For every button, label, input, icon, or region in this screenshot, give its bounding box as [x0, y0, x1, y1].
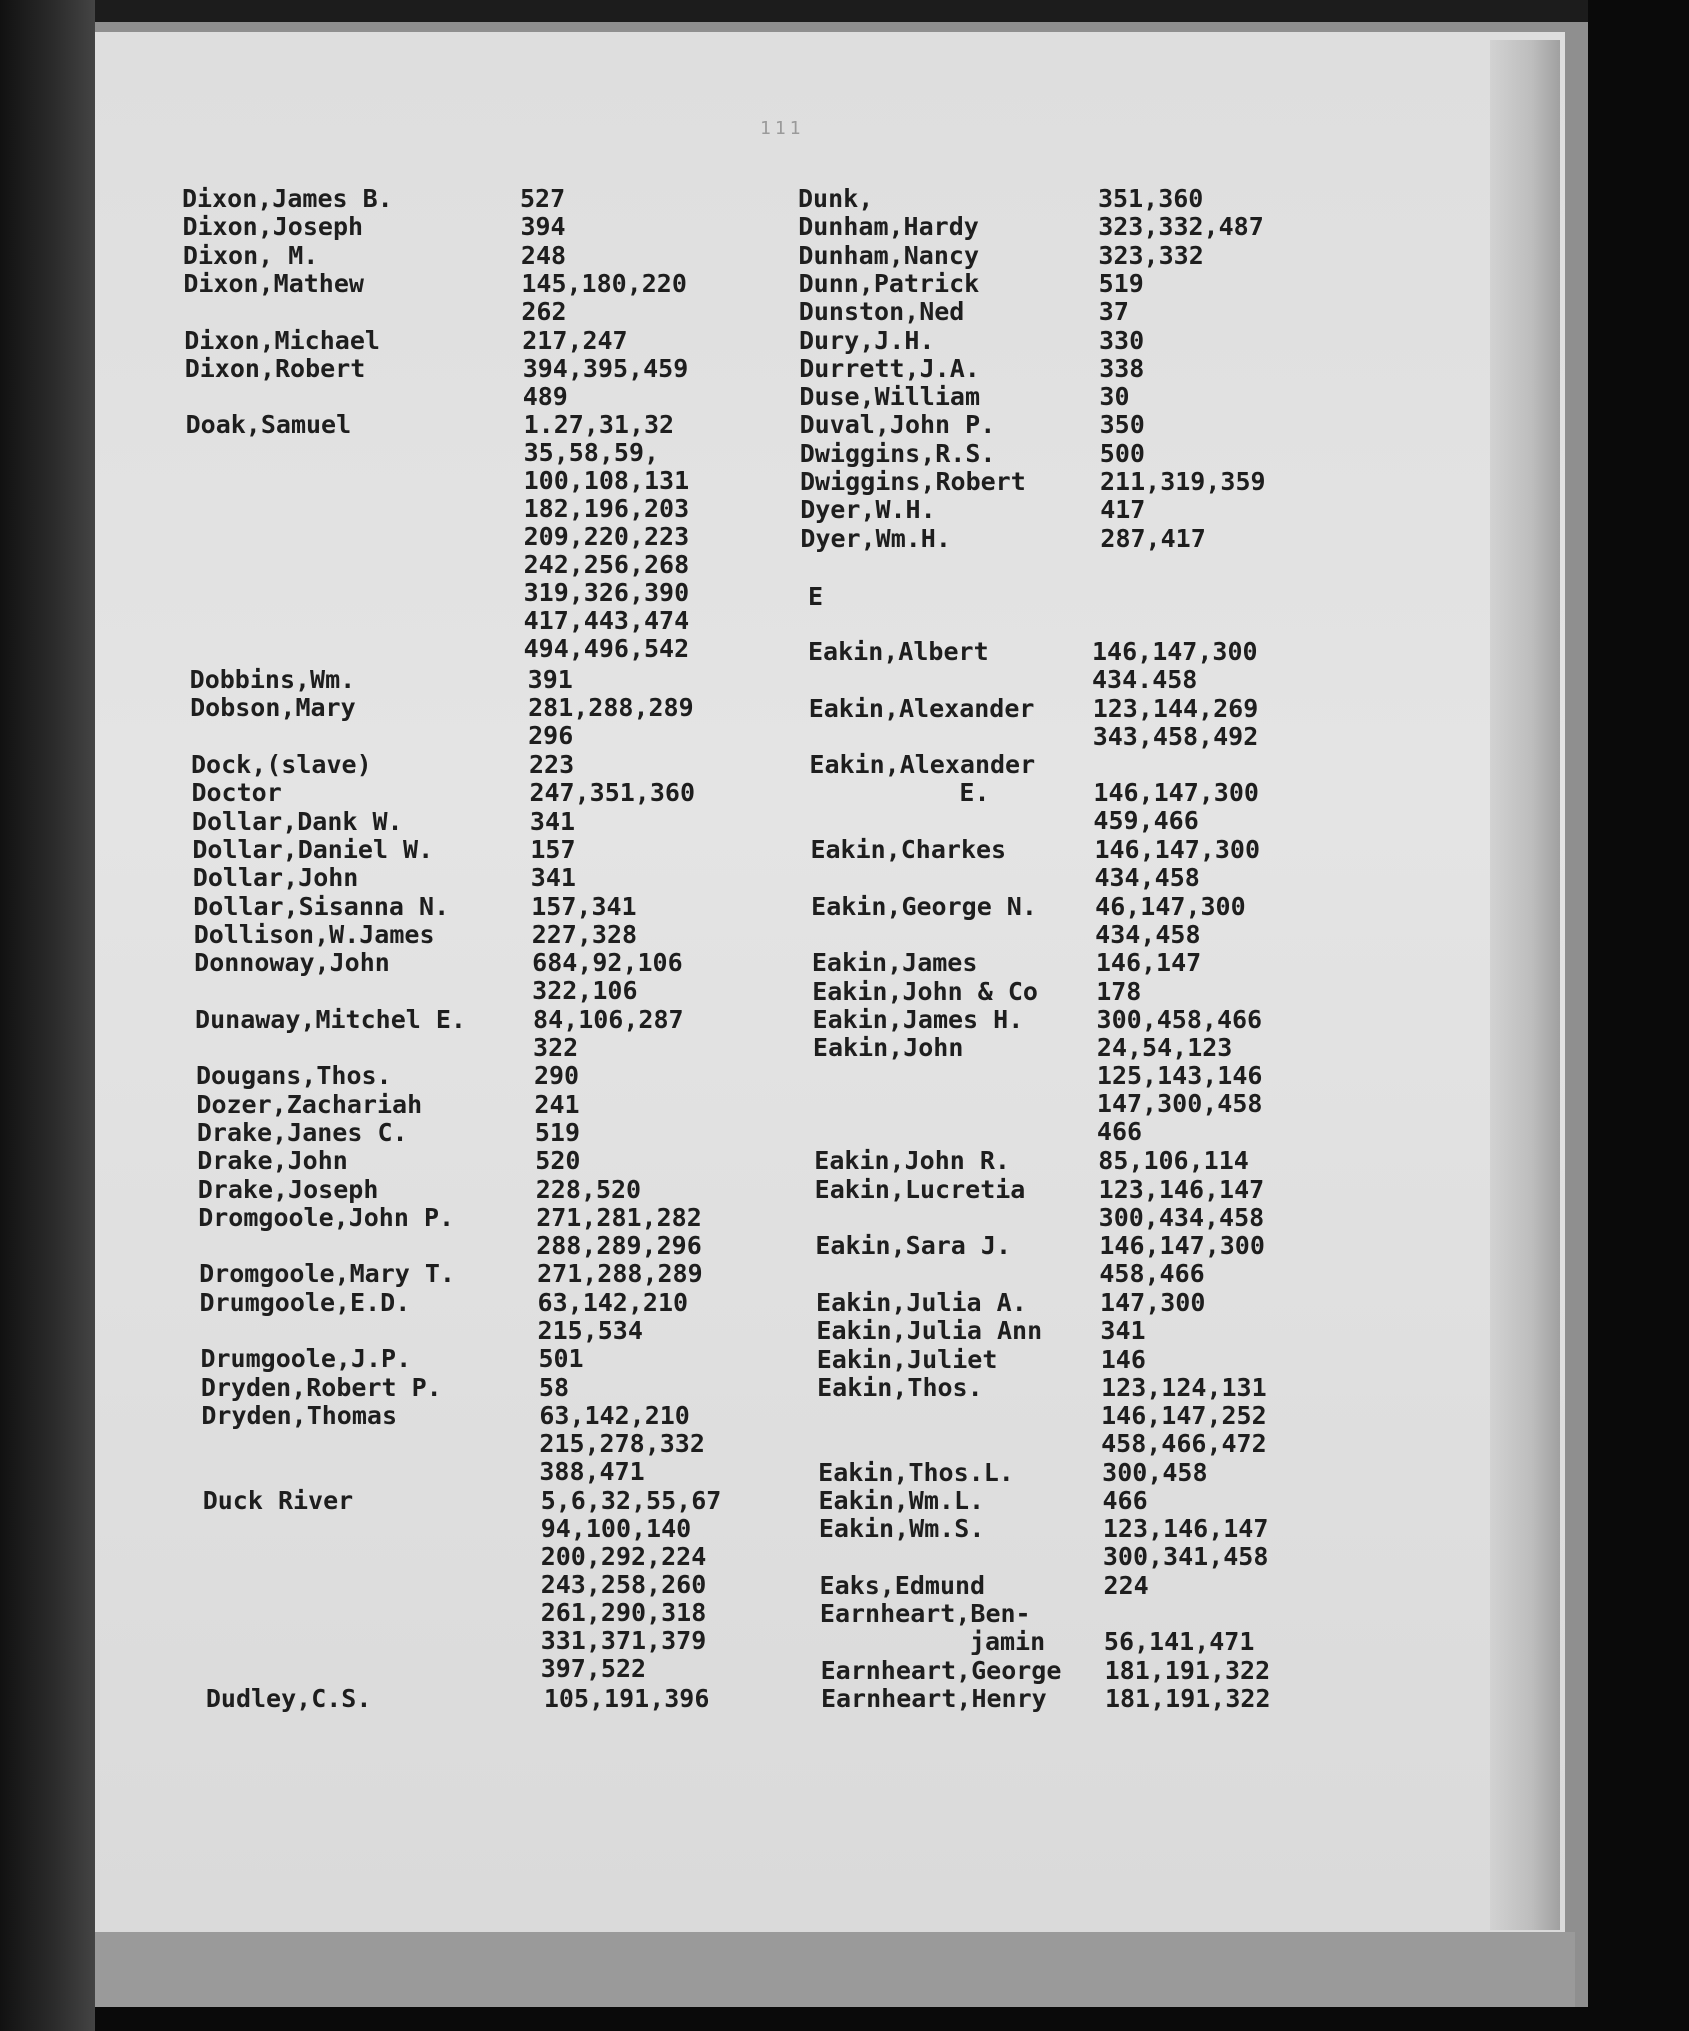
- page-ref-line: 330: [1099, 325, 1145, 355]
- entry-pages: [1096, 949, 1201, 977]
- entry-pages: [521, 242, 566, 270]
- entry-pages: [532, 921, 637, 949]
- page-ref-line: 30: [1099, 382, 1130, 412]
- entry-name: Durrett,J.A.: [799, 353, 980, 383]
- page-ref-line: 323,332: [1098, 240, 1204, 270]
- page-ref-line: 147,300: [1100, 1287, 1206, 1317]
- page-ref-line: 145,180,220: [521, 268, 687, 298]
- page-ref-line: 146,147,252: [1101, 1400, 1267, 1430]
- page-ref-line: 215,534: [537, 1315, 643, 1345]
- page-ref-line: 351,360: [1098, 184, 1204, 213]
- entry-pages: [1099, 1176, 1265, 1232]
- entry-pages: [1096, 978, 1141, 1006]
- page-ref-line: 466: [1096, 1117, 1143, 1147]
- page-ref-line: 146,147,300: [1093, 778, 1259, 808]
- page-ref-line: 146,147: [1095, 948, 1202, 978]
- page-edge: [1490, 40, 1560, 1930]
- entry-name-continued: jamin: [969, 1627, 1046, 1657]
- page-ref-line: 123,124,131: [1101, 1372, 1267, 1402]
- entry-pages: [1100, 1317, 1145, 1345]
- entry-pages: [529, 751, 574, 779]
- entry-name: Doak,Samuel: [185, 410, 352, 440]
- entry-name: Dollar,John: [192, 863, 359, 893]
- entry-name: Dobbins,Wm.: [189, 665, 356, 695]
- page-ref-line: 501: [538, 1344, 584, 1374]
- entry-pages: [531, 893, 636, 921]
- entry-pages: [528, 666, 573, 694]
- bottom-strip: [95, 1932, 1575, 2007]
- entry-name: Dixon,Robert: [184, 353, 366, 383]
- entry-name: Eakin,Albert: [808, 637, 989, 666]
- entry-name: Dunaway,Mitchel E.: [195, 1004, 466, 1034]
- entry-pages: [541, 1487, 722, 1683]
- entry-name: Eakin,Thos.: [817, 1372, 983, 1402]
- page-ref-line: 394: [520, 212, 566, 242]
- entry-name: Dromgoole,John P.: [198, 1202, 455, 1232]
- page-ref-line: 331,371,379: [540, 1625, 707, 1655]
- entry-name: Eakin,Thos.L.: [818, 1457, 1014, 1487]
- page-ref-line: 341: [1100, 1316, 1146, 1346]
- page-ref-line: 300,341,458: [1102, 1542, 1269, 1572]
- entry-pages: [534, 1062, 579, 1090]
- entry-name: Dollar,Daniel W.: [192, 834, 434, 864]
- entry-name: Eakin,George N.: [811, 891, 1037, 921]
- entry-name: Eakin,John & Co: [812, 976, 1038, 1006]
- page-ref-line: 338: [1099, 353, 1145, 383]
- page-ref-line: 241: [534, 1089, 580, 1119]
- page-ref-line: 458,466: [1099, 1259, 1205, 1289]
- entry-name: Drake,Joseph: [197, 1174, 379, 1204]
- page-ref-line: 84,106,287: [533, 1004, 684, 1034]
- entry-name: Dwiggins,Robert: [800, 467, 1026, 496]
- page-ref-line: 56,141,471: [1103, 1627, 1255, 1657]
- page-ref-line: 37: [1098, 297, 1129, 327]
- page-ref-line: 35,58,59,: [523, 438, 660, 468]
- entry-pages: [1098, 1147, 1249, 1175]
- entry-name: Drake,Janes C.: [196, 1117, 408, 1147]
- page-ref-line: 319,326,390: [523, 578, 690, 608]
- page-ref-line: 224: [1103, 1570, 1149, 1600]
- page-ref-line: 300,458,466: [1096, 1004, 1263, 1034]
- page-ref-line: 157,341: [531, 891, 637, 921]
- entry-pages: [1100, 411, 1145, 439]
- entry-name: Eakin,Julia Ann: [816, 1316, 1043, 1346]
- page-ref-line: 200,292,224: [540, 1541, 707, 1571]
- page-ref-line: 519: [1098, 268, 1144, 298]
- page-ref-line: 394,395,459: [522, 353, 689, 383]
- page-ref-line: 281,288,289: [528, 693, 694, 723]
- entry-pages: [534, 1091, 579, 1119]
- entry-name: Eakin,Alexander: [808, 693, 1035, 723]
- entry-pages: [1095, 893, 1246, 949]
- entry-name: Duse,William: [799, 382, 981, 412]
- entry-name: Dyer,Wm.H.: [800, 523, 951, 553]
- entry-pages: [1104, 1628, 1255, 1656]
- entry-pages: [533, 1006, 684, 1062]
- binder-spine: [0, 0, 95, 2031]
- page-ref-line: 146: [1100, 1344, 1146, 1374]
- entry-pages: [1099, 1232, 1265, 1288]
- entry-pages: [535, 1147, 580, 1175]
- right-background: [1588, 0, 1689, 2031]
- page-ref-line: 287,417: [1100, 523, 1206, 553]
- entry-name: Dunham,Hardy: [798, 212, 979, 242]
- page-ref-line: 519: [534, 1117, 580, 1147]
- page-ref-line: 520: [535, 1146, 581, 1176]
- entry-pages: [1099, 270, 1144, 298]
- entry-pages: [539, 1402, 705, 1486]
- entry-name: Dozer,Zachariah: [196, 1089, 423, 1119]
- page-ref-line: 684,92,106: [532, 948, 683, 978]
- page-ref-line: 434,458: [1095, 919, 1201, 949]
- entry-name: Earnheart,George: [820, 1655, 1062, 1685]
- entry-name: Eaks,Edmund: [819, 1570, 986, 1600]
- entry-name: Duck River: [202, 1485, 354, 1515]
- entry-pages: [520, 213, 565, 241]
- page-ref-line: 123,146,147: [1098, 1174, 1265, 1204]
- entry-name: Dunham,Nancy: [798, 240, 980, 270]
- entry-pages: [1100, 440, 1145, 468]
- entry-pages: [529, 779, 695, 807]
- entry-pages: [535, 1119, 580, 1147]
- entry-name: Earnheart,Henry: [820, 1684, 1047, 1714]
- entry-name-continued: E.: [959, 778, 990, 808]
- entry-name: Dromgoole,Mary T.: [199, 1259, 455, 1289]
- entry-pages: [530, 808, 575, 836]
- entry-pages: [537, 1260, 703, 1288]
- entry-name: Dixon, M.: [182, 240, 319, 270]
- page-ref-line: 500: [1099, 438, 1145, 468]
- page-ref-line: 300,434,458: [1098, 1202, 1265, 1232]
- entry-pages: [1100, 1289, 1205, 1317]
- page-ref-line: 209,220,223: [523, 522, 690, 552]
- entry-pages: [521, 270, 687, 326]
- entry-pages: [538, 1289, 689, 1345]
- entry-name: Dock,(slave): [191, 750, 372, 779]
- entry-name: Dollar,Sisanna N.: [193, 891, 450, 921]
- entry-name: Eakin,Charkes: [810, 835, 1007, 865]
- entry-pages: [1102, 1459, 1207, 1487]
- page-ref-line: 288,289,296: [536, 1230, 702, 1260]
- entry-name: Dunston,Ned: [798, 297, 965, 327]
- page-ref-line: 217,247: [522, 325, 628, 355]
- page-ref-line: 46,147,300: [1095, 891, 1246, 921]
- entry-name: Dudley,C.S.: [205, 1683, 372, 1713]
- entry-pages: [1104, 1572, 1149, 1600]
- entry-pages: [1100, 468, 1266, 496]
- entry-pages: [531, 864, 576, 892]
- page-ref-line: 157: [530, 834, 576, 864]
- entry-name: Dyer,W.H.: [800, 495, 936, 525]
- page-ref-line: 211,319,359: [1100, 467, 1266, 496]
- page-ref-line: 178: [1096, 976, 1142, 1006]
- entry-pages: [1093, 779, 1259, 835]
- page-ref-line: 261,290,318: [540, 1597, 707, 1627]
- entry-name: Dixon,Michael: [184, 325, 380, 355]
- entry-name: Drake,John: [197, 1146, 348, 1176]
- page-ref-line: 243,258,260: [540, 1569, 707, 1599]
- entry-name: Drumgoole,E.D.: [199, 1287, 411, 1317]
- entry-name: Eakin,John R.: [814, 1146, 1010, 1176]
- page-ref-line: 494,496,542: [523, 634, 690, 664]
- page-number: 111: [760, 118, 805, 139]
- entry-name: Eakin,Wm.S.: [818, 1514, 985, 1544]
- entry-name: Duval,John P.: [799, 410, 996, 440]
- entry-name: Eakin,Lucretia: [814, 1174, 1026, 1204]
- entry-name: Donnoway,John: [194, 948, 390, 978]
- page-ref-line: 146,147,300: [1094, 835, 1261, 865]
- entry-pages: [1100, 525, 1205, 553]
- page-ref-line: 271,281,282: [536, 1202, 702, 1232]
- entry-pages: [523, 355, 689, 411]
- entry-pages: [539, 1374, 569, 1402]
- entry-name: Dwiggins,R.S.: [799, 438, 996, 468]
- page-ref-line: 125,143,146: [1096, 1061, 1263, 1091]
- entry-name: Dobson,Mary: [190, 693, 356, 723]
- page-ref-line: 5,6,32,55,67: [540, 1485, 722, 1515]
- page-ref-line: 459,466: [1093, 806, 1199, 836]
- entry-pages: [1101, 1374, 1267, 1458]
- entry-pages: [1103, 1487, 1148, 1515]
- entry-pages: [1098, 185, 1203, 213]
- page-ref-line: 341: [529, 806, 576, 836]
- page-ref-line: 397,522: [540, 1653, 647, 1683]
- entry-name: Dixon,Joseph: [182, 212, 364, 242]
- page-ref-line: 1.27,31,32: [523, 410, 675, 440]
- page-ref-line: 146,147,300: [1092, 637, 1258, 666]
- entry-name: Dryden,Robert P.: [200, 1372, 442, 1402]
- entry-pages: [1097, 1034, 1263, 1146]
- entry-pages: [536, 1204, 702, 1260]
- entry-name: Dunk,: [798, 184, 874, 213]
- entry-name: Dryden,Thomas: [201, 1400, 398, 1430]
- page-ref-line: 388,471: [539, 1456, 645, 1486]
- entry-name: Eakin,James H.: [812, 1004, 1024, 1034]
- entry-pages: [1099, 383, 1129, 411]
- entry-pages: [532, 949, 683, 1005]
- entry-pages: [524, 411, 690, 663]
- page-ref-line: 215,278,332: [539, 1428, 705, 1458]
- page-ref-line: 290: [533, 1061, 580, 1091]
- entry-pages: [1103, 1515, 1269, 1571]
- page-ref-line: 458,466,472: [1101, 1428, 1267, 1458]
- page-ref-line: 271,288,289: [537, 1259, 703, 1289]
- page-ref-line: 350: [1099, 410, 1145, 440]
- entry-name: Dixon,James B.: [182, 184, 393, 213]
- entry-pages: [528, 694, 694, 750]
- entry-pages: [1098, 242, 1203, 270]
- entry-name: Eakin,Alexander: [809, 750, 1036, 780]
- page-ref-line: 417: [1100, 495, 1146, 525]
- entry-name: Eakin,Julia A.: [816, 1287, 1027, 1317]
- page-ref-line: 146,147,300: [1099, 1231, 1265, 1261]
- page-ref-line: 341: [530, 863, 576, 893]
- entry-name: Drumgoole,J.P.: [200, 1344, 412, 1374]
- entry-name: Eakin,John: [812, 1033, 964, 1063]
- entry-name: Dunn,Patrick: [798, 268, 980, 298]
- entry-pages: [1099, 355, 1144, 383]
- entry-pages: [1099, 298, 1129, 326]
- entry-pages: [1094, 836, 1260, 892]
- page-ref-line: 527: [520, 184, 566, 213]
- entry-pages: [1098, 213, 1264, 241]
- entry-pages: [1097, 1006, 1263, 1034]
- entry-pages: [536, 1176, 641, 1204]
- page-ref-line: 100,108,131: [523, 466, 690, 496]
- page-ref-line: 147,300,458: [1096, 1089, 1263, 1119]
- entry-pages: [1093, 695, 1259, 751]
- entry-pages: [1092, 638, 1258, 694]
- page-ref-line: 123,146,147: [1102, 1514, 1269, 1544]
- page-ref-line: 489: [522, 381, 568, 411]
- entry-name: Eakin,Sara J.: [815, 1231, 1012, 1261]
- page-ref-line: 63,142,210: [537, 1287, 689, 1317]
- entry-pages: [1101, 1346, 1146, 1374]
- page-ref-line: 343,458,492: [1092, 721, 1259, 751]
- entry-pages: [544, 1685, 710, 1713]
- page-ref-line: 94,100,140: [540, 1513, 692, 1543]
- page-ref-line: 123,144,269: [1092, 693, 1259, 723]
- page-ref-line: 323,332,487: [1098, 212, 1264, 242]
- page-ref-line: 300,458: [1102, 1457, 1208, 1487]
- page-ref-line: 85,106,114: [1098, 1146, 1249, 1176]
- entry-pages: [522, 327, 627, 355]
- entry-name: Doctor: [191, 778, 282, 808]
- page-ref-line: 248: [520, 240, 567, 270]
- entry-pages: [1105, 1685, 1271, 1713]
- page-ref-line: 223: [529, 750, 575, 779]
- page-ref-line: 247,351,360: [529, 778, 696, 808]
- page-ref-line: 58: [538, 1372, 569, 1402]
- page-ref-line: 63,142,210: [539, 1400, 690, 1430]
- entry-name: Dixon,Mathew: [183, 268, 364, 298]
- entry-name: Earnheart,Ben-: [819, 1599, 1031, 1629]
- entry-name: Dollar,Dank W.: [191, 806, 403, 836]
- page-ref-line: 322: [533, 1032, 579, 1062]
- page-ref-line: 242,256,268: [523, 550, 690, 580]
- entry-pages: [1099, 327, 1144, 355]
- entry-pages: [520, 185, 565, 213]
- page-ref-line: 181,191,322: [1104, 1684, 1271, 1714]
- page-ref-line: 228,520: [535, 1174, 642, 1204]
- page-ref-line: 262: [521, 296, 567, 326]
- page-ref-line: 105,191,396: [543, 1683, 710, 1713]
- entry-name: Dollison,W.James: [193, 919, 435, 949]
- page-ref-line: 227,328: [531, 919, 638, 949]
- page-ref-line: 296: [528, 721, 574, 751]
- page-ref-line: 466: [1102, 1486, 1148, 1515]
- entry-pages: [1100, 496, 1145, 524]
- page-ref-line: 417,443,474: [523, 606, 690, 636]
- page-ref-line: 391: [527, 665, 573, 695]
- entry-name: Dougans,Thos.: [195, 1061, 392, 1091]
- entry-pages: [538, 1345, 583, 1373]
- page-ref-line: 24,54,123: [1096, 1033, 1233, 1063]
- page-ref-line: 434.458: [1092, 665, 1198, 694]
- entry-name: Eakin,Wm.L.: [818, 1486, 985, 1515]
- page-ref-line: 434,458: [1094, 863, 1200, 893]
- entry-pages: [1105, 1657, 1271, 1685]
- entry-name: Dury,J.H.: [799, 325, 935, 355]
- entry-name: Eakin,James: [811, 948, 978, 978]
- entry-pages: [530, 836, 575, 864]
- section-letter-e: E: [808, 582, 824, 611]
- page-ref-line: 182,196,203: [523, 494, 690, 524]
- page-ref-line: 181,191,322: [1104, 1655, 1271, 1685]
- entry-name: Eakin,Juliet: [816, 1344, 998, 1374]
- page-ref-line: 322,106: [532, 976, 638, 1006]
